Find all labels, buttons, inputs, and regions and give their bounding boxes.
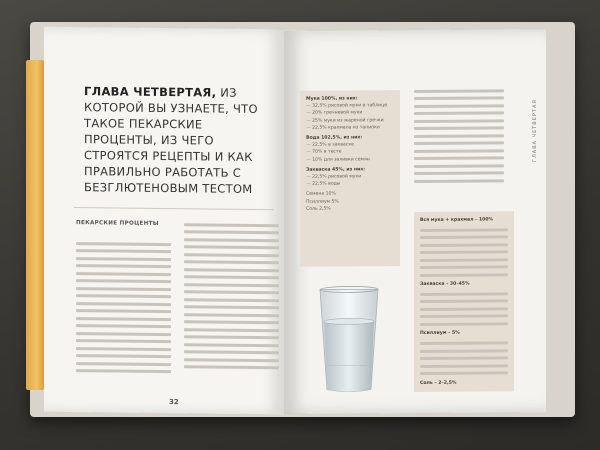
panel-tail: Соль 2,5% bbox=[306, 206, 331, 212]
panel-item: — 22,5% крахмала из тапиоки bbox=[306, 124, 394, 132]
panel-heading-flour: Мука 100%, из них: bbox=[306, 96, 358, 102]
section-heading: ПЕКАРСКИЕ ПРОЦЕНТЫ bbox=[76, 220, 159, 227]
water-glass-image bbox=[316, 285, 382, 395]
chapter-title-rest: ИЗ КОТОРОЙ ВЫ УЗНАЕТЕ, ЧТО ТАКОЕ ПЕКАРСКИЕ ПРОЦЕНТЫ, ИЗ ЧЕГО СТРОЯТСЯ РЕЦЕПТЫ И КАК ПРАВИЛЬНО РАБОТАТЬ С БЕЗГЛЮТЕНОВЫМ ТЕСТОМ bbox=[84, 85, 258, 196]
running-header: ГЛАВА ЧЕТВЕРТАЯ bbox=[532, 99, 538, 163]
panel-tail: Семена 10% bbox=[306, 191, 336, 198]
panel-heading-water: Вода 102,5%, из них: bbox=[306, 135, 363, 141]
recipe-percent-panel bbox=[300, 90, 400, 267]
bookmark-ribbon bbox=[26, 60, 44, 390]
panel-item: — 10% для заливки семян bbox=[306, 156, 394, 164]
panel-item: — 22,5% в закваске bbox=[306, 141, 394, 149]
panel-item: — 22,5% воды bbox=[306, 180, 394, 188]
panel-item: — 70% в тесте bbox=[306, 149, 394, 157]
body-column-1 bbox=[76, 237, 171, 398]
divider bbox=[74, 207, 274, 210]
panel-tail: Псиллиум 5% bbox=[306, 199, 339, 205]
left-page bbox=[44, 27, 284, 415]
panel-item: — 32,5% рисовой муки в таблице bbox=[306, 102, 394, 110]
ratio-panel bbox=[414, 211, 514, 392]
panel-item: — 22,5% рисовой муки bbox=[306, 173, 394, 181]
ratio-heading-flour: Вся мука + крахмал – 100% bbox=[420, 217, 494, 223]
body-column-2 bbox=[184, 218, 279, 409]
ratio-heading-salt: Соль – 2–2,5% bbox=[420, 380, 457, 386]
panel-item: — 20% гречневой муки bbox=[306, 110, 394, 118]
ratio-heading-psyllium: Псиллиум – 5% bbox=[420, 331, 460, 337]
right-page bbox=[284, 29, 546, 414]
body-column-right bbox=[414, 84, 504, 187]
chapter-title-bold: ГЛАВА ЧЕТВЕРТАЯ, bbox=[84, 84, 217, 100]
page-number: 32 bbox=[169, 398, 179, 407]
chapter-title bbox=[84, 83, 274, 197]
panel-item: — 25% муки из жареной гречки bbox=[306, 117, 394, 125]
panel-heading-starter: Закваска 45%, из них: bbox=[306, 167, 366, 173]
ratio-heading-starter: Закваска – 30–45% bbox=[420, 281, 470, 288]
